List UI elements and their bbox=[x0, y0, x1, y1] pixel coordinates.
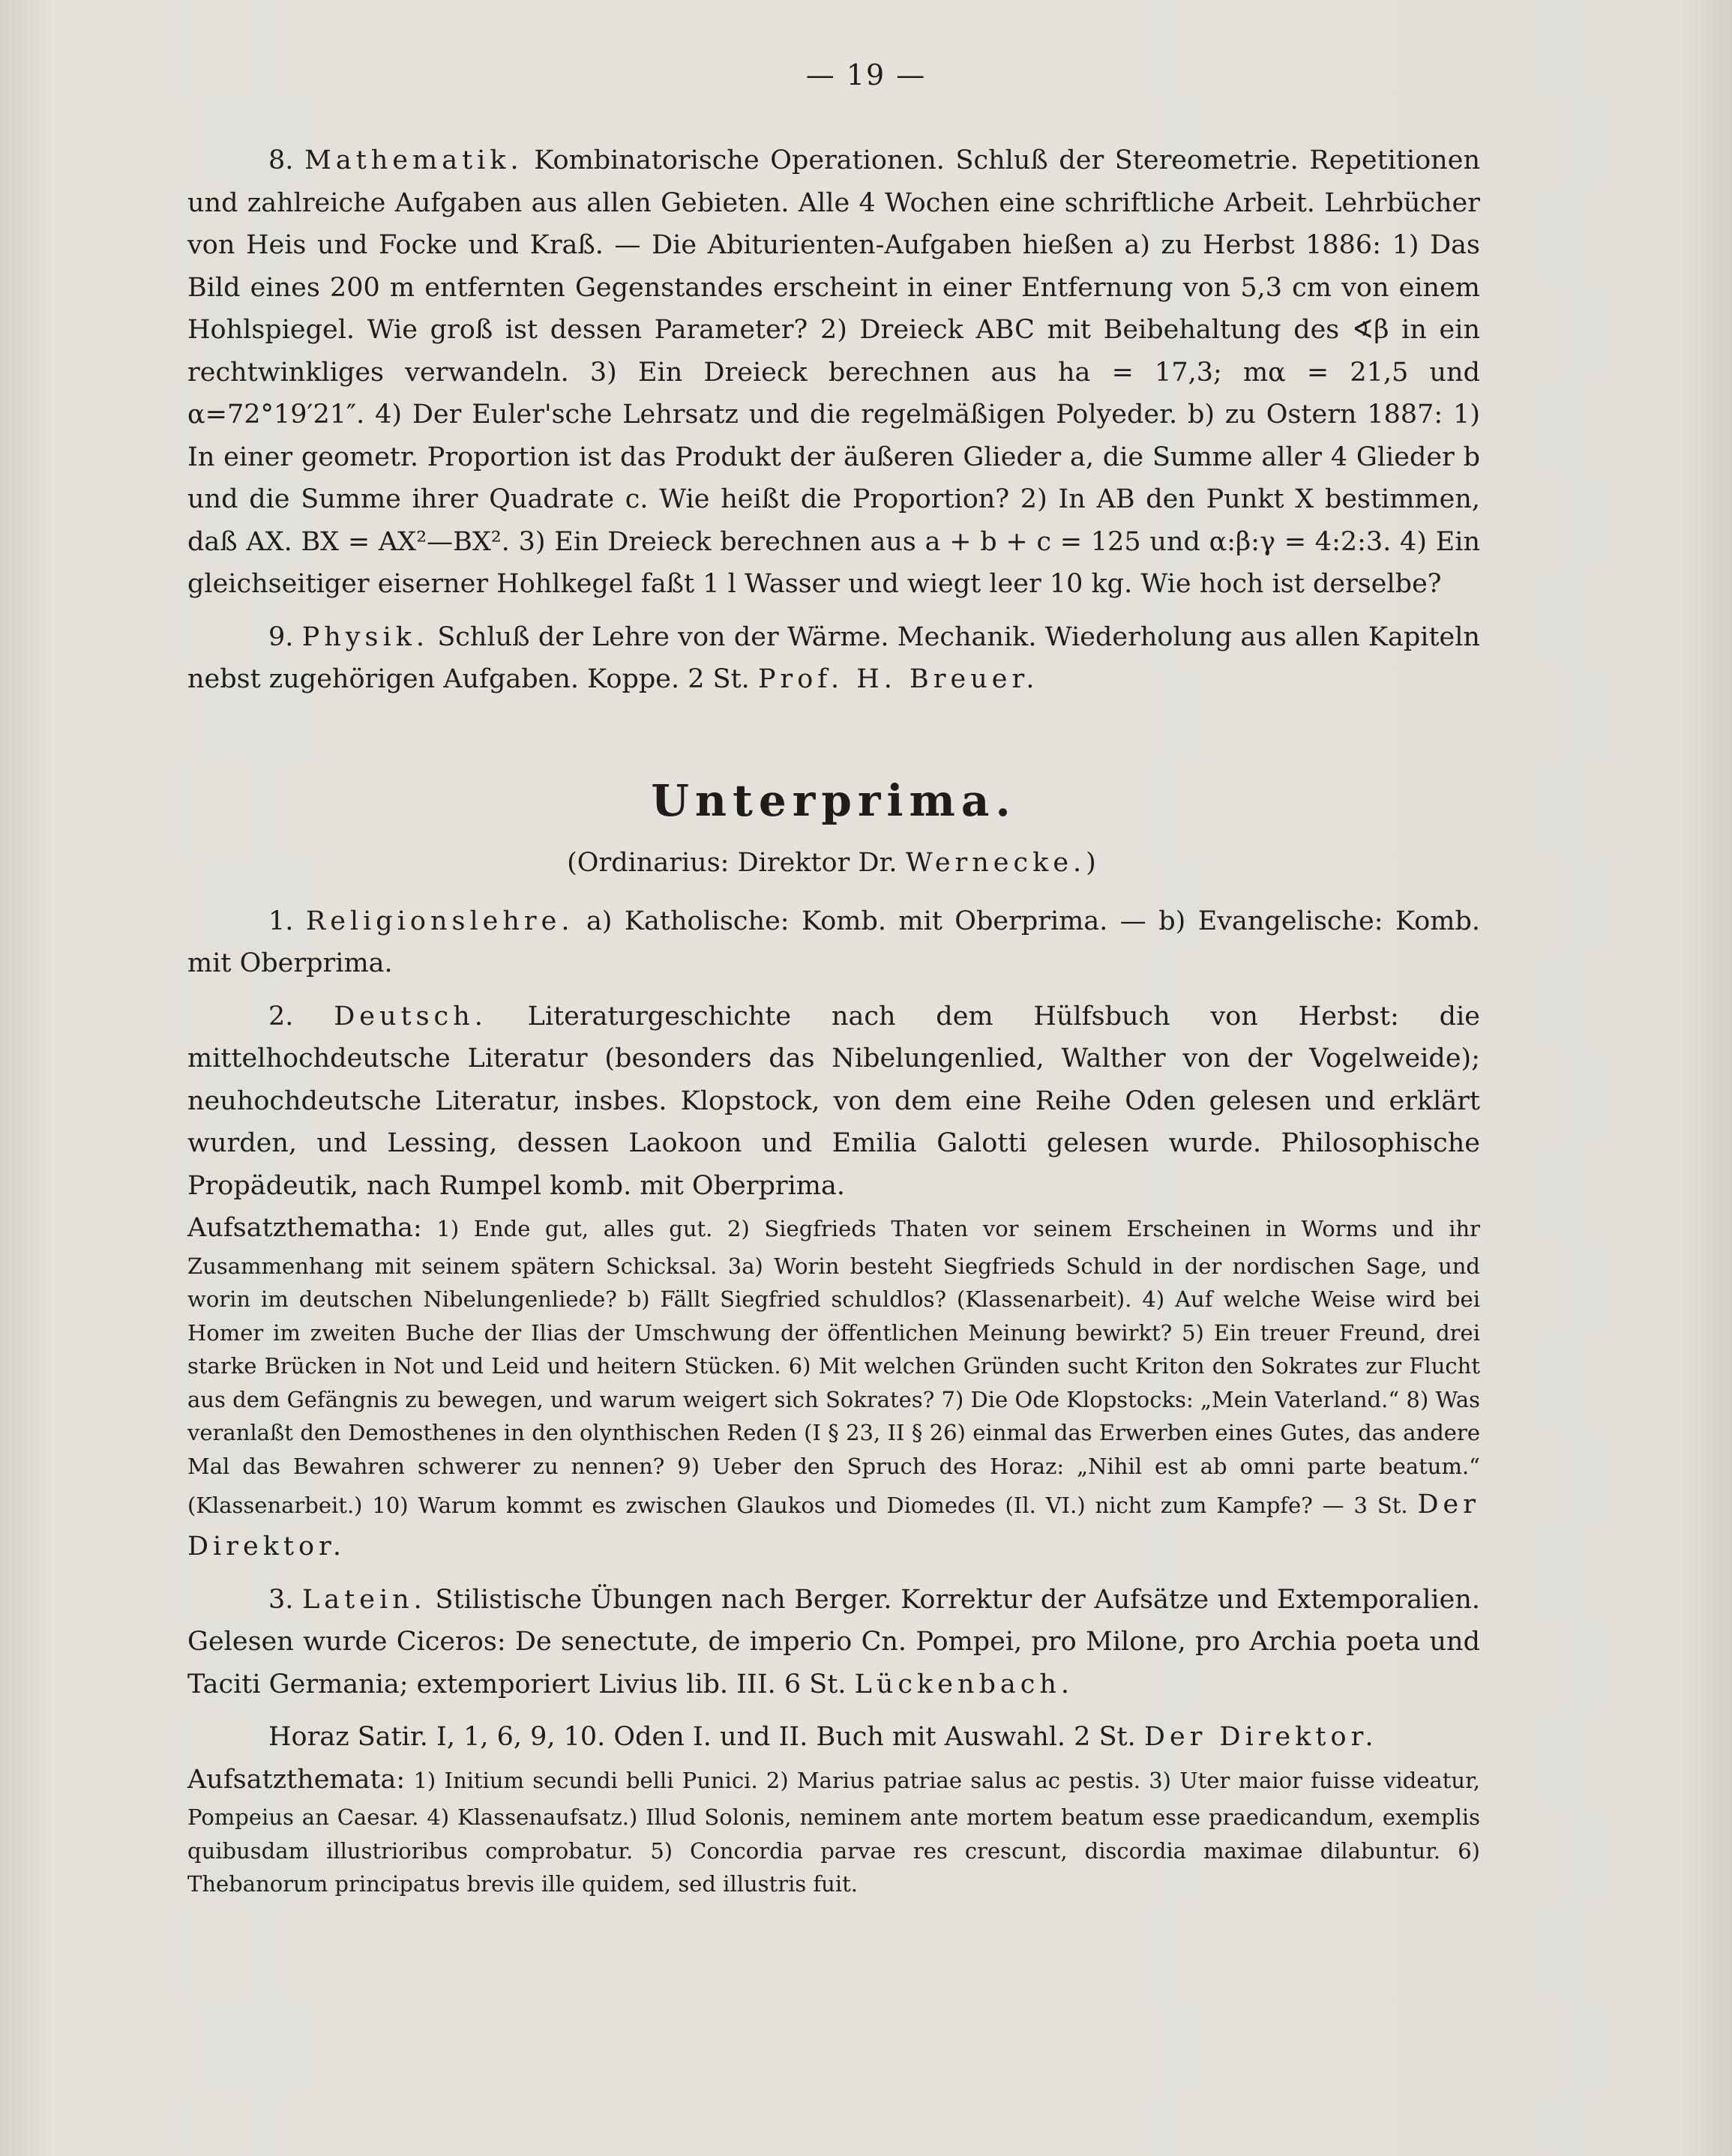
teacher-name: Lückenbach. bbox=[854, 1669, 1074, 1699]
section-text: Literaturgeschichte nach dem Hülfsbuch von Herbst: die mittelhochdeutsche Literatur (besonders das Nibelungenlied, Walther von der Vogelweide); neuhochdeutsche Literatur, insbes. Klopstock, von dem eine Reihe Oden gelesen und erklärt wurden, und Lessing, dessen Laokoon und Emilia Galotti gelesen wurde. Philosophische Propädeutik, nach Rumpel komb. mit Oberprima. bbox=[187, 1001, 1480, 1201]
section-number: 9. bbox=[268, 621, 294, 652]
section-text: Kombinatorische Operationen. Schluß der Stereometrie. Repetitionen und zahlreiche Aufgaben aus allen Gebieten. Alle 4 Wochen eine schriftliche Arbeit. Lehrbücher von Heis und Focke und Kraß. — Die Abiturienten-Aufgaben hießen a) zu Herbst 1886: 1) Das Bild eines 200 m entfernten Gegenstandes erscheint in einer Entfernung von 5,3 cm von einem Hohlspiegel. Wie groß ist dessen Parameter? 2) Dreieck ABC mit Beibehaltung des ∢β in ein rechtwinkliges verwandeln. 3) Ein Dreieck berechnen aus ha = 17,3; mα = 21,5 und α=72°19′21″. 4) Der Euler'sche Lehrsatz und die regelmäßigen Polyeder. b) zu Ostern 1887: 1) In einer geometr. Proportion ist das Produkt der äußeren Glieder a, die Summe aller 4 Glieder b und die Summe ihrer Quadrate c. Wie heißt die Proportion? 2) In AB den Punkt X bestimmen, daß AX. BX = AX²—BX². 3) Ein Dreieck berechnen aus a + b + c = 125 und α:β:γ = 4:2:3. 4) Ein gleichseitiger eiserner Hohlkegel faßt 1 l Wasser und wiegt leer 10 kg. Wie hoch ist derselbe? bbox=[187, 145, 1480, 599]
horaz-text: Horaz Satir. I, 1, 6, 9, 10. Oden I. und II. Buch mit Auswahl. 2 St. bbox=[268, 1722, 1136, 1753]
section-title: Mathematik. bbox=[304, 145, 523, 175]
section-mathematik bbox=[187, 139, 1480, 606]
themes-label: Aufsatzthemata: bbox=[187, 1764, 406, 1795]
latein-themes bbox=[187, 1759, 1480, 1901]
page-number: — 19 — bbox=[805, 58, 927, 91]
section-number: 3. bbox=[268, 1584, 294, 1615]
section-text: Stilistische Übungen nach Berger. Korrektur der Aufsätze und Extemporalien. Gelesen wurde Ciceros: De senectute, de imperio Cn. Pompei, pro Milone, pro Archia poeta und Taciti Germania; extemporiert Livius lib. III. 6 St. bbox=[187, 1584, 1480, 1699]
section-latein bbox=[187, 1579, 1480, 1706]
section-title: Religionslehre. bbox=[305, 906, 574, 936]
body-text bbox=[187, 139, 1480, 1901]
section-title: Latein. bbox=[302, 1584, 427, 1615]
section-number: 8. bbox=[268, 145, 294, 175]
teacher-name: Prof. H. Breuer. bbox=[757, 664, 1039, 694]
horaz-line bbox=[187, 1716, 1480, 1759]
themes-list: 1) Initium secundi belli Punici. 2) Marius patriae salus ac pestis. 3) Uter maior fuisse videatur, Pompeius an Caesar. 4) Klassenaufsatz.) Illud Solonis, neminem ante mortem beatum esse praedicandum, exemplis quibusdam illustrioribus comprobatur. 5) Concordia parvae res crescunt, discordia maximae dilabuntur. 6) Thebanorum principatus brevis ille quidem, sed illustris fuit. bbox=[187, 1767, 1480, 1897]
section-text: Schluß der Lehre von der Wärme. Mechanik. Wiederholung aus allen Kapiteln nebst zugehörigen Aufgaben. Koppe. 2 St. bbox=[187, 621, 1480, 694]
deutsch-themes bbox=[187, 1207, 1480, 1568]
ordinarius-prefix: (Ordinarius: Direktor Dr. bbox=[567, 847, 897, 878]
teacher-name: Der Direktor. bbox=[187, 1489, 1481, 1562]
ordinarius-line bbox=[187, 842, 1480, 884]
section-deutsch bbox=[187, 996, 1480, 1208]
ordinarius-name: Wernecke.) bbox=[905, 847, 1101, 878]
themes-label: Aufsatzthematha: bbox=[187, 1213, 422, 1243]
section-heading: Unterprima. bbox=[651, 774, 1017, 826]
section-title: Physik. bbox=[301, 621, 430, 652]
section-number: 2. bbox=[268, 1001, 294, 1032]
section-religion bbox=[187, 900, 1480, 985]
section-number: 1. bbox=[268, 906, 294, 936]
section-text: a) Katholische: Komb. mit Oberprima. — b) Evangelische: Komb. mit Oberprima. bbox=[187, 906, 1480, 978]
section-title: Deutsch. bbox=[334, 1001, 487, 1032]
themes-list: 1) Ende gut, alles gut. 2) Siegfrieds Thaten vor seinem Erscheinen in Worms und ihr Zusammenhang mit seinem spätern Schicksal. 3a) Worin besteht Siegfrieds Schuld in der nordischen Sage, und worin im deutschen Nibelungenliede? b) Fällt Siegfried schuldlos? (Klassenarbeit). 4) Auf welche Weise wird bei Homer im zweiten Buche der Ilias der Umschwung der öffentlichen Meinung bewirkt? 5) Ein treuer Freund, drei starke Brücken in Not und Leid und heitern Stücken. 6) Mit welchen Gründen sucht Kriton den Sokrates zur Flucht aus dem Gefängnis zu bewegen, und warum weigert sich Sokrates? 7) Die Ode Klopstocks: „Mein Vaterland.“ 8) Was veranlaßt den Demosthenes in den olynthischen Reden (I § 23, II § 26) einmal das Erwerben eines Gutes, das andere Mal das Bewahren schwerer zu nennen? 9) Ueber den Spruch des Horaz: „Nihil est ab omni parte beatum.“ (Klassenarbeit.) 10) Warum kommt es zwischen Glaukos und Diomedes (Il. VI.) nicht zum Kampfe? — 3 St. bbox=[187, 1216, 1481, 1518]
teacher-name: Der Direktor. bbox=[1143, 1722, 1378, 1753]
section-physik bbox=[187, 616, 1480, 701]
